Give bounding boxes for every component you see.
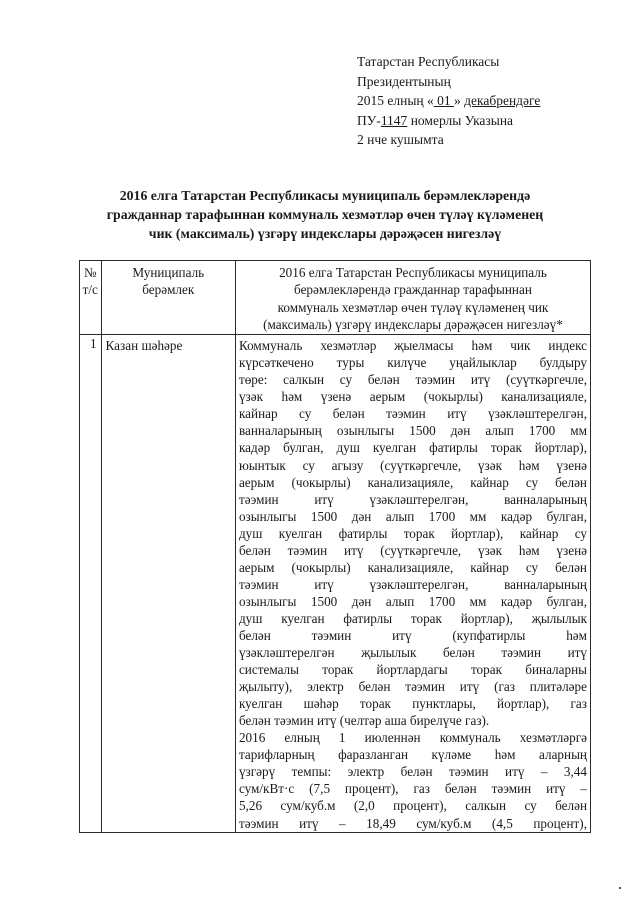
- header-municipality-line2: берәмлек: [142, 282, 195, 298]
- header-line-republic: Татарстан Республикасы: [357, 54, 500, 69]
- date-month: декабрендәге: [464, 93, 541, 108]
- text-line: белән тәэмин итү (купфатирлы һәм: [238, 627, 587, 643]
- text-line: юынтык су агызу (суүткәргечле, үзәк һәм үзенә: [238, 457, 587, 473]
- document-header: [357, 52, 540, 150]
- text-line: тәэмин итү – 18,49 сум/куб.м (4,5 процент),: [238, 815, 587, 831]
- header-justification-line2: берәмлекләрендә гражданнар тарафыннан: [294, 282, 532, 298]
- row-justification: [235, 335, 590, 832]
- title-line-1: 2016 елга Татарстан Республикасы муниципаль берәмлекләрендә: [119, 188, 531, 203]
- date-day: 01: [433, 93, 454, 108]
- text-line: кадәр булган, душ куелган фатирлы торак йортлар),: [238, 440, 587, 456]
- text-line: Коммуналь хезмәтләр җыелмасы һәм чик индекс: [238, 338, 587, 354]
- text-line: үзәк һәм үзенә аерым (чокырлы) канализацияле,: [238, 389, 587, 405]
- header-cell-justification: [235, 261, 590, 335]
- text-line: аерым (чокырлы) канализацияле, кайнар су белән: [238, 559, 587, 575]
- text-line: үзәкләштерелгән җылылык белән тәэмин итү: [238, 645, 587, 661]
- header-line-appendix: 2 нче кушымта: [357, 132, 444, 147]
- header-cell-number: [80, 261, 102, 335]
- document-title: [70, 186, 580, 243]
- text-line: тәэмин итү үзәкләштерелгән, ванналарының: [238, 491, 587, 507]
- text-line: аерым (чокырлы) канализацияле, кайнар су белән: [238, 474, 587, 490]
- decree-suffix: номерлы Указына: [407, 112, 514, 128]
- text-line: душ куелган фатирлы торак йортлар), кайнар су: [238, 525, 587, 541]
- table-row: [80, 335, 591, 832]
- page-mark: [619, 887, 621, 889]
- text-line: белән тәэмин итү (челтәр аша бирелүче газ).: [238, 713, 490, 729]
- header-line-date: [357, 91, 540, 111]
- decree-prefix: ПУ-: [357, 112, 381, 128]
- header-justification-line1: 2016 елга Татарстан Республикасы муниципаль: [279, 265, 547, 280]
- decree-number: 1147: [380, 112, 408, 128]
- header-cell-municipality: [101, 261, 235, 335]
- text-line: сум/кВт·с (7,5 процент), газ белән тәэмин итү –: [238, 781, 587, 797]
- text-line: озынлыгы 1500 дән алып 1700 мм кадәр булган,: [238, 508, 587, 524]
- text-line: озынлыгы 1500 дән алып 1700 мм кадәр булган,: [238, 593, 587, 609]
- row-number: 1: [80, 335, 102, 832]
- text-line: куелган шәһәр торак пунктлары, йортлар), газ: [238, 696, 587, 712]
- text-line: тәэмин итү үзәкләштерелгән, ванналарының: [238, 576, 587, 592]
- title-line-2: гражданнар тарафыннан коммуналь хезмәтләр өчен түләү күләменең: [106, 207, 544, 222]
- justification-paragraph-2: [239, 729, 587, 831]
- text-line: 2016 елның 1 июленнән коммуналь хезмәтләргә: [238, 730, 587, 746]
- header-justification-line3: коммуналь хезмәтләр өчен түләү күләменең чик: [277, 299, 549, 315]
- date-prefix: 2015 елның «: [357, 93, 434, 108]
- header-number-line2: т/с: [82, 282, 98, 298]
- text-line: душ куелган фатирлы торак йортлар), җылылык: [238, 610, 587, 626]
- header-line-decree: [357, 111, 540, 131]
- index-table: [79, 260, 591, 833]
- text-line: ванналарының озынлыгы 1500 дән алып 1700 мм: [238, 423, 587, 439]
- row-municipality: Казан шәһәре: [101, 335, 235, 832]
- justification-paragraph-1: [239, 337, 587, 729]
- table-header-row: [80, 261, 591, 335]
- text-line: белән тәэмин итү (суүткәргечле, үзәк һәм үзенә: [238, 542, 587, 558]
- header-number-line1: №: [83, 265, 97, 280]
- text-line: системалы торак йортлардагы торак биналарны: [238, 662, 587, 678]
- header-municipality-line1: Муниципаль: [132, 265, 205, 280]
- text-line: кайнар су белән тәэмин итү үзәкләштерелгән,: [238, 406, 587, 422]
- header-line-president: Президентының: [357, 73, 451, 89]
- title-line-3: чик (максималь) үзгәрү индекслары дәрәҗәсен нигезләү: [148, 226, 502, 241]
- text-line: 5,26 сум/куб.м (2,0 процент), салкын су белән: [238, 798, 587, 814]
- text-line: җылыту), электр белән тәэмин итү (газ плитәләре: [238, 679, 587, 695]
- text-line: төре: салкын су белән тәэмин итү (суүткәргечле,: [238, 372, 587, 388]
- date-suffix: »: [454, 93, 465, 108]
- header-justification-line4: (максималь) үзгәрү индекслары дәрәҗәсен нигезләү*: [263, 316, 563, 332]
- text-line: тарифларның фаразланган күләме һәм аларның: [238, 747, 587, 763]
- text-line: күрсәткечено туры килүче уңайлыклар булдыру: [238, 355, 587, 371]
- text-line: үзгәрү темпы: электр белән тәэмин итү – 3,44: [238, 764, 587, 780]
